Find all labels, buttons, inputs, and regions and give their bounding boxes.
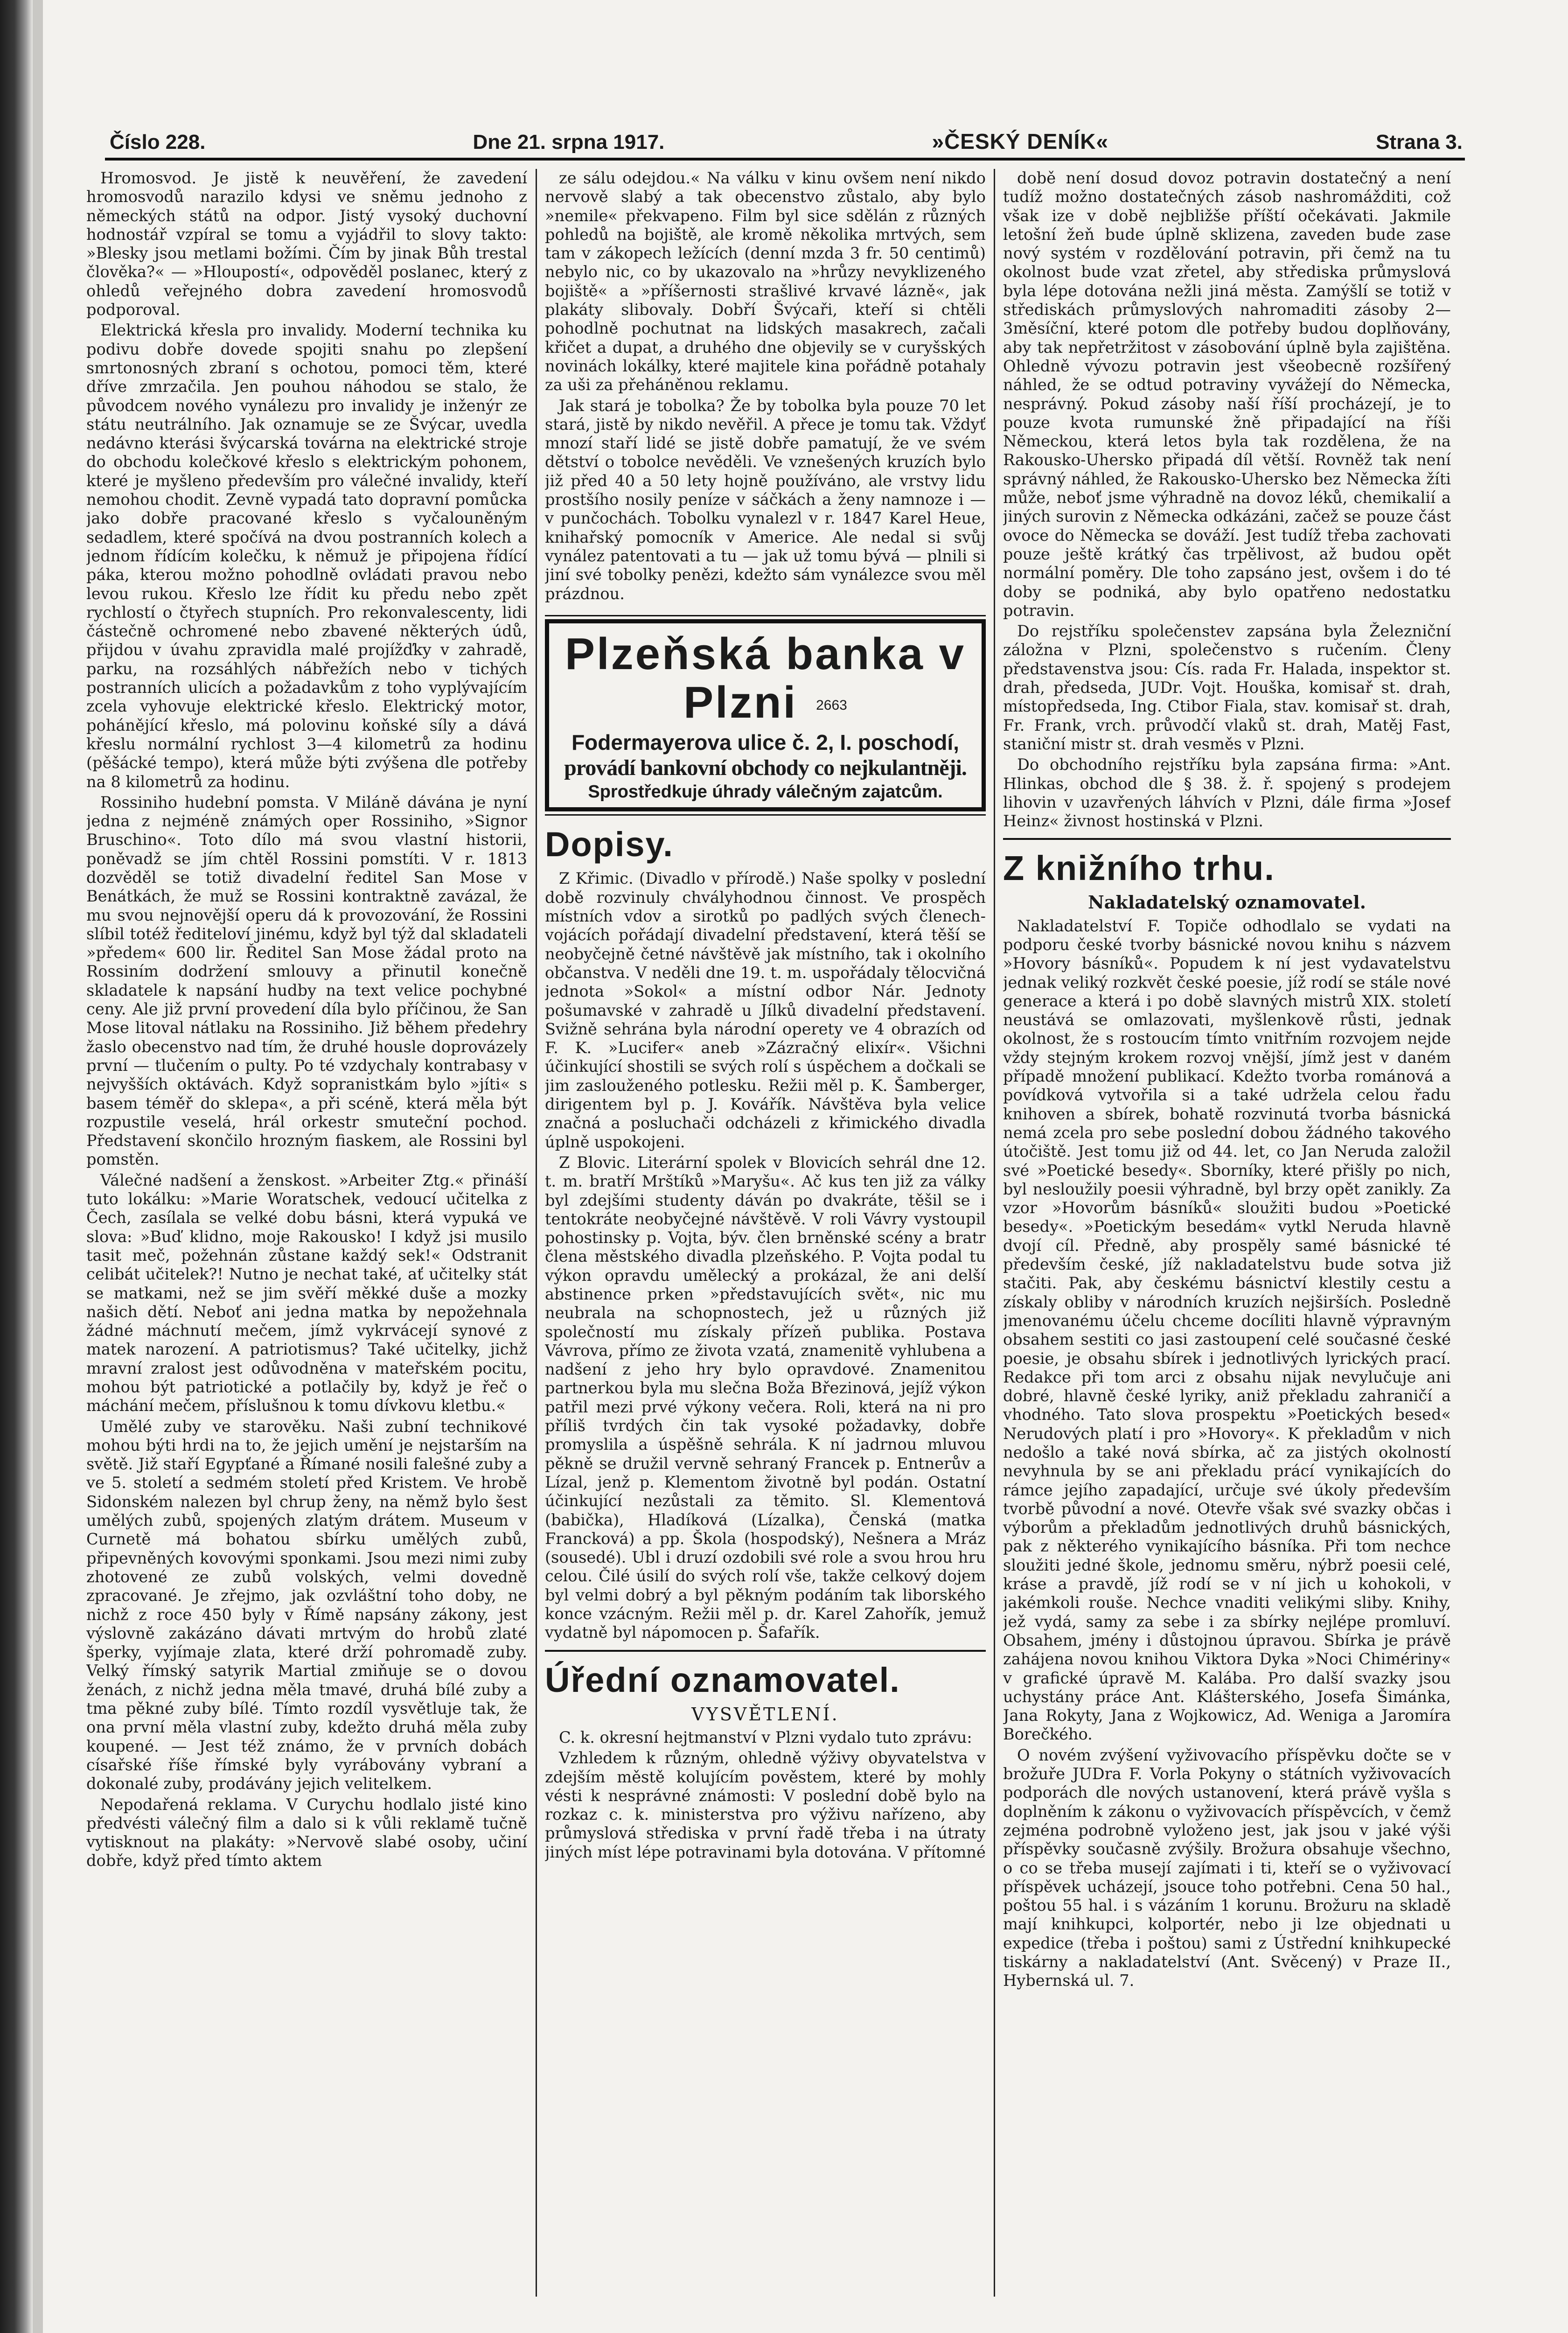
bank-advertisement (545, 619, 986, 812)
column-1 (86, 169, 527, 2297)
column-rule (994, 169, 995, 2297)
letter-blovice: Z Blovic. Literární spolek v Blovicích sehrál dne 12. t. m. bratří Mrštíků »Maryšu«. Ač kus ten již za války byl zdejšími studenty dáván po dvakráte, těšil se i tentokráte neobyčejné návštěvě. V roli Vávry vystoupil pohostinsky p. Vojta, býv. člen brněnské scény a bratr člena městského divadla plzeňského. P. Vojta podal tu výkon opravdu umělecký a prokázal, že ani delší abstinence prken »představujících svět«, nic mu neubrala na schopnostech, jež u různých již společností mu získaly přízeň publika. Postava Vávrova, přímo ze života vzatá, znamenitě vyhlubena a nadšení z jeho hry bylo opravdové. Znamenitou partnerkou byla mu slečna Boža Březinová, jejíž výkon patřil mezi prvé výkony večera. Roli, která na ni pro příliš tvrdých čin tak vysoké požadavky, dobře promyslila a úspěšně sehrála. K ní jadrnou mluvou pěkně se družil vervně sehraný Francek p. Entnerův a Lízal, jenž p. Klementom životně byl podán. Ostatní účinkující nezůstali za těmito. Sl. Klementová (babička), Hladíková (Lízalka), Čenská (matka Francková) a pp. Škola (hospodský), Nešnera a Mráz (sousedé). Ubl i druzí ozdobili své role a svou hrou hru celou. Čilé úsilí do svých rolí vše, takže celkový dojem byl velmi dobrý a byl pěkným podáním tak liborského konce vzácným. Režii měl p. dr. Karel Zahořík, jemuž vydatně byl nápomocen p. Šafařík. (545, 1153, 986, 1642)
article-reklama-cont: ze sálu odejdou.« Na válku v kinu ovšem není nikdo nervově slabý a tak obecenstvo zůstalo, aby bylo »nemile« překvapeno. Film byl sice sdělán z různých pohledů na bojiště, ale kromě několika mrtvých, sem tam v zákopech ležících (denní mzda 3 fr. 50 centimů) nebylo nic, co by ukazovalo na »hrůzy nevyklizeného bojiště« a »příšernosti strašlivé krvavé lázně«, jak plakáty slibovaly. Dobří Švýcaři, kteří si chtěli pohodlně pochutnat na lidských masakrech, začali křičet a dupat, a druhého dne objevily se v curyšských novinách lokálky, které majitele kina pořádně potahaly za uši za přeháněnou reklamu. (545, 169, 986, 394)
ad-title: Plzeňská banka v Plzni 2663 (564, 629, 966, 727)
header-rule (105, 158, 1465, 161)
column-2 (545, 169, 986, 2297)
subheading-nakladatelsky: Nakladatelský oznamovatel. (1088, 892, 1366, 913)
subheading-vysvetleni: VYSVĚTLENÍ. (691, 1704, 839, 1725)
section-title-uredni: Úřední oznamovatel. (545, 1660, 900, 1699)
ad-number: 2663 (816, 698, 847, 713)
letter-krimice: Z Křimic. (Divadlo v přírodě.) Naše spolky v poslední době rozvinuly chvályhodnou činnost. Ve prospěch místních vdov a sirotků po padlých svých členech-vojácích pořádají divadelní představení, která těší se neobyčejně četné návštěvě jak místního, tak i okolního občanstva. V neděli dne 19. t. m. uspořádaly tělocvičná jednota »Sokol« a místní odbor Nár. Jednoty pošumavské v zahradě u Jílků divadelní představení. Svižně sehrána byla národní operety ve 4 obrazích od F. K. »Lucifer« aneb »Zázračný elixír«. Všichni účinkující shostili se svých rolí s úspěchem a dočkali se jim zaslouženého potlesku. Režii měl p. K. Šamberger, dirigentem byl p. J. Kovářík. Návštěva byla velice značná a posluchači odcházeli z křimického divadla úplně uspokojeni. (545, 869, 986, 1151)
article-tobolka: Jak stará je tobolka? Že by tobolka byla pouze 70 let stará, jistě by nikdo nevěřil. A přece je tomu tak. Vždyť mnozí staří lidé se jistě dobře pamatují, že ve svém dětství o tobolce nevěděli. Ve vznešených kruzích bylo již před 40 a 50 lety hojně používáno, ale vrstvy lidu prostšího nosily peníze v sáčkách a ženy namnoze i — v punčochách. Tobolku vynalezl v r. 1847 Karel Heue, knihařský pomocník v Americe. Ale nedal si svůj vynález patentovati a tu — jak už tomu bývá — plnili si jiní své tobolky penězi, kdežto sám vynálezce svou měl prázdnou. (545, 396, 986, 603)
page-header (110, 121, 1463, 154)
section-title-knizni-trh: Z knižního trhu. (1003, 849, 1275, 888)
article-elektricka-kresla: Elektrická křesla pro invalidy. Moderní technika ku podivu dobře dovede spojiti snahu po zlepšení smrtonosných zbraní s ochotou, pomoci těm, které dříve zmrzačila. Jen pouhou náhodou se stalo, že původcem nového vynálezu pro invalidy je inženýr ze státu neutrálního. Jak oznamuje se ze Švýcar, uvedla nedávno kterási švýcarská továrna na elektrické stroje do obchodu kolečkové křeslo s elektrickým pohonem, které je myšleno především pro válečné invalidy, kteří nemohou chodit. Zevně vypadá tato dopravní pomůcka jako dobře pracované křeslo s vyčalouněným sedadlem, které spočívá na dvou postranních kolech a jednom řídícím kolečku, k němuž je připojena řídící páka, kterou možno pohodlně ovládati pravou nebo levou rukou. Křeslo lze řídit ku předu nebo zpět rychlostí o čtyřech stupních. Pro rekonvalescenty, lidi částečně ochromené nebo zbavené některých údů, přijdou v úvahu zpravidla malé projížďky v zahradě, parku, na rozsáhlých nábřežích nebo v tichých postranních ulicích a požadavkům z toho vyplývajícím zcela vyhovuje elektrické křeslo. Elektrický motor, pohánějící křeslo, má polovinu koňské síly a dává křeslu normální rychlost 3—4 kilometrů za hodinu (pěšácké tempo), která může býti zvýšena dle potřeby na 8 kilometrů za hodinu. (86, 321, 527, 791)
issue-date: Dne 21. srpna 1917. (473, 131, 665, 154)
article-vyzivovaci-prispevek: O novém zvýšení vyživovacího příspěvku dočte se v brožuře JUDra F. Vorla Pokyny o státních vyživovacích podporách dle nových ustanovení, která právě vyšla s doplněním k zákonu o vyživovacích příspěvcích, v čemž zejména podrobně vyloženo jest, jak jsou v jaké výši příspěvky současně zvýšily. Brožura obsahuje všechno, o co se třeba musejí zajímati i ti, kteří se o vyživovací příspěvek ucházejí, jsouce toho potřebni. Cena 50 hal., poštou 55 hal. i s vázáním 1 korunu. Brožuru na skladě mají knihkupci, kolportér, nebo ji lze objednati u expedice (třeba i poštou) sami z Ústřední knihkupecké tiskárny a nakladatelství (Ant. Svěcený) v Praze II., Hybernská ul. 7. (1003, 1746, 1451, 1990)
article-hovory-basniku: Nakladatelství F. Topiče odhodlalo se vydati na podporu české tvorby básnické novou knihu s názvem »Hovory básníků«. Popudem k ní jest vydavatelstvu jednak veliký rozkvět české poesie, jíž rodí se stále nové generace a která i po době slavných mistrů XIX. století neustává se omlazovati, myšlenkově růsti, jednak okolnost, že s rostoucím tímto vnitřním rozvojem nejde vždy stejným krokem rozvoj vnější, jímž jest v daném případě množení publikací. Kdežto tvorba románová a povídková vytvořila si a také udržela celou řadu knihoven a sbírek, bohatě rozvinutá tvorba básnická nemá zcela pro sebe poslední dobou žádného takového útočiště. Jest tomu již od 44. let, co Jan Neruda založil své »Poetické besedy«. Sborníky, které přišly po nich, byl nesloužily poesii výhradně, byl brzy opět zanikly. Za vzor »Hovorům básníků« sloužiti budou »Poetické besedy«. »Poetickým besedám« vytkl Neruda hlavně dvojí cíl. Předně, aby prospěly samé básnické té především české, jíž nakladatelstvu bude sotva již stačiti. Pak, aby českému básnictví klestily cestu a získaly obliby v národních kruzích nejširších. Posledně jmenovanému účelu chceme docíliti hlavně výpravným obsahem sestiti co jasi zastoupení celé současné české poesie, je obsahu sbírek i jednotlivých lyrických prací. Redakce při tom arci z obsahu nijak nevylučuje ani dobré, hlavně české lyriky, aniž překladu zahraničí a vhodného. Tato slova prospektu »Poetických besed« Nerudových platí i pro »Hovory«. K překladům v nich nedošlo a také nová sbírka, ač za jistých okolností nevyhnula by se ani překladu prácí vynikajících do rámce jejího zapadající, určuje své úkoly především tvorbě původní a nové. Otevře však své svazky občas i výborům a překladům jednotlivých druhů básnických, pak z některého vynikajícího básníka. Při tom nechce sloužiti jedné škole, jednomu směru, nýbrž poesii celé, kráse a pravdě, jíž rodí se v ní jich u kohokoli, v jakémkoli rouše. Nechce vnaditi velikými sliby. Knihy, jež vydá, samy za sebe i za sbírky nejlépe promluví. Obsahem, jmény i důstojnou úpravou. Sbírka je právě zahájena novou knihou Viktora Dyka »Noci Chimériny« v grafické úpravě M. Kalába. Pro další svazky jsou uchystány práce Ant. Klášterského, Josefa Šimánka, Jana Rokyty, Jana z Wojkowicz, Ad. Weniga a Jaromíra Borečkého. (1003, 916, 1451, 1744)
article-rossini: Rossiniho hudební pomsta. V Miláně dávána je nyní jedna z nejméně známých oper Rossiniho, »Signor Bruschino«. Toto dílo má svou vlastní historii, poněvadž se jím chtěl Rossini pomstíti. V r. 1813 dozvěděl se totiž divadelní ředitel San Mose v Benátkách, že muž se Rossini kontraktně zavázal, že mu svou nejnovější operu dá k provozování, že Rossini slíbil totéž řediteloví jinému, když byl týž dal skladateli »předem« 600 lir. Ředitel San Mose žádal proto na Rossiním dodržení smlouvy a přinutil konečně skladatele k napsání hudby na text velice pochybné ceny. Ale již první provedení díla bylo příčinou, že San Mose litoval nátlaku na Rossiniho. Již během předehry žaslo obecenstvo nad tím, že druhé housle doprovázely první — tlučením o pulty. Po té vzdychaly kontrabasy v nejvyšších oktávách. Když sopranistkám bylo »jíti« s basem téměř do sklepa«, a při scéně, která měla být rozpustile veselá, hrál orkestr smuteční pochod. Představení skončilo hrozným fiaskem, ale Rossini byl pomstěn. (86, 793, 527, 1169)
notice-body: Vzhledem k různým, ohledně výživy obyvatelstva v zdejším městě kolujícím pověstem, které by mohly vésti k nesprávné známosti: V poslední době bylo na rozkaz c. k. ministerstva pro výživu nařízeno, aby průmyslová střediska v první řadě třeba i na útraty jiných míst lépe potravinami byla dotována. V přítomné (545, 1749, 986, 1861)
section-title-dopisy: Dopisy. (545, 825, 674, 864)
notice-rejstrik-spolecenstev: Do rejstříku společenstev zapsána byla Železniční záložna v Plzni, společenstvo s ručením. Členy představenstva jsou: Cís. rada Fr. Halada, inspektor st. drah, předseda, JUDr. Vojt. Houška, komisař st. drah, místopředseda, Ing. Ctibor Fiala, stav. komisař st. drah, Fr. Frank, vrch. průvodčí vlaků st. drah, Matěj Fast, staniční mistr st. drah vesměs v Plzni. (1003, 622, 1451, 753)
issue-number: Číslo 228. (110, 131, 206, 154)
ad-services: provádí bankovní obchody co nejkulantněji. (564, 755, 967, 781)
article-hromosvod: Hromosvod. Je jistě k neuvěření, že zavedení hromosvodů narazilo kdysi ve sněmu jednoho z německých států na odpor. Jistý vysoký duchovní hodnostář vzpíral se tomu a vyjádřil to slovy takto: »Blesky jsou metlami božími. Čím by jinak Bůh trestal člověka?« — »Hloupostí«, odpověděl poslanec, který z ohledů veřejného dobra zavedení hromosvodů podporoval. (86, 169, 527, 319)
scan-edge-shadow (0, 0, 33, 2333)
page-number: Strana 3. (1376, 131, 1463, 154)
ad-address: Fodermayerova ulice č. 2, I. poschodí, (571, 730, 959, 755)
section-rule (1003, 838, 1451, 840)
article-reklama: Nepodařená reklama. V Curychu hodlalo jisté kino předvésti válečný film a dalo si k vůli reklamě tučně vytisknout na plakáty: »Nervově slabé osoby, učiní dobře, když před tímto aktem (86, 1795, 527, 1870)
scan-gutter (33, 0, 43, 2333)
notice-obchodni-rejstrik: Do obchodního rejstříku byla zapsána firma: »Ant. Hlinkas, obchod dle § 38. ž. ř. spojený s prodejem lihovin v uzavřených láhvích v Plzni, dále firma »Josef Heinz« živnost hostinská v Plzni. (1003, 755, 1451, 831)
notice-intro: C. k. okresní hejtmanství v Plzni vydalo tuto zprávu: (559, 1728, 972, 1746)
ad-note: Sprostředkuje úhrady válečným zajatcům. (588, 782, 943, 802)
section-rule (545, 1650, 986, 1652)
article-umele-zuby: Umělé zuby ve starověku. Naši zubní technikové mohou býti hrdi na to, že jejich umění je nejstarším na světě. Již staří Egypťané a Římané nosili falešné zuby a ve 5. století a sedmém století před Kristem. Ve hrobě Sidonském nalezen byl chrup ženy, na němž bylo šest umělých zubů, spojených zlatým drátem. Museum v Curnetě má bohatou sbírku umělých zubů, připevněných kovovými sponkami. Jsou mezi nimi zuby zhotovené ze zubů volských, velmi dovedně zpracované. Je zřejmo, jak ozvláštní toho doby, ne nichž z roce 450 byly v Římě napsány zákony, jest výslovně zakázáno dávati mrtvým do hrobů zlaté šperky, vyjímaje zlata, které drží pohromadě zuby. Velký římský satyrik Martial zmiňuje se o dovou ženách, z nichž jedna měla tmavé, druhá bílé zuby a tma pěkné zuby bílé. Tímto rozdíl vysvětluje tak, že ona první měla vlastní zuby, kdežto druhá měla zuby koupené. — Jest též známo, že v prvních dobách císařské říše římské byly vyrábovány vybraní a dokonalé zuby, prodávány jejich velitelkem. (86, 1417, 527, 1793)
article-valecne-nadseni: Válečné nadšení a ženskost. »Arbeiter Ztg.« přináší tuto lokálku: »Marie Woratschek, vedoucí učitelka z Čech, zasílala se velké dobu básni, která vypuká ve slova: »Buď klidno, moje Rakousko! I když jsi musilo tasit meč, požehnán zůstane každý sek!« Odstranit celibát učitelek?! Nutno je nechat také, ať učitelky stát se matkami, než se jim svěří měkké duše a mozky našich dětí. Neboť ani jedna matka by nepožehnala žádné máchnutí mečem, jímž vykrvácejí synové z matek narození. A patriotismus? Také učitelky, jichž mravní zralost jest odůvodněna v mateřském pocitu, mohou být patriotické a potlačily by, když je řeč o máchání mečem, příslušnou k tomu dívkovu kletbu.« (86, 1171, 527, 1415)
column-rule (536, 169, 537, 2297)
masthead: »ČESKÝ DENÍK« (932, 129, 1109, 154)
notice-body-cont: době není dosud dovoz potravin dostatečný a není tudíž možno dostatečných zásob nashromážditi, což však ize v době nejbližše příští očekávati. Jakmile letošní žeň bude úplně sklizena, zaveden bude zase nový systém v rozdělování potravin, při čemž na tu okolnost bude vzat zřetel, aby střediska průmyslová byla lépe dotována nežli jiná města. Zamýšlí se totiž v střediskách průmyslových nahromaditi zásoby 2—3měsíční, které potom dle potřeby budou doplňovány, aby tak nepřetržitost v zásobování úplně byla zajištěna. Ohledně vývozu potravin jest všeobecně rozšířený náhled, že se odtud potraviny vyvážejí do Německa, nesprávný. Pokud zásoby naší říší procházejí, je to pouze kvota rumunské žně připadající na říši Německou, která letos byla tak rozdělena, že na Rakousko-Uhersko připadá díl větší. Rovněž tak není správný náhled, že Rakousko-Uhersko bez Německa žíti může, neboť jsme výhradně na dovoz léků, chemikalií a jiných surovin z Německa odkázáni, začež se pouze část ovoce do Německa se dováží. Jest tudíž třeba zachovati pouze ještě krátký čas trpělivost, až budou opět normální poměry. Dle toho zapsáno jest, ovšem i do té doby se podniká, aby bylo opatřeno nedostatku potravin. (1003, 169, 1451, 620)
column-3 (1003, 169, 1451, 2297)
